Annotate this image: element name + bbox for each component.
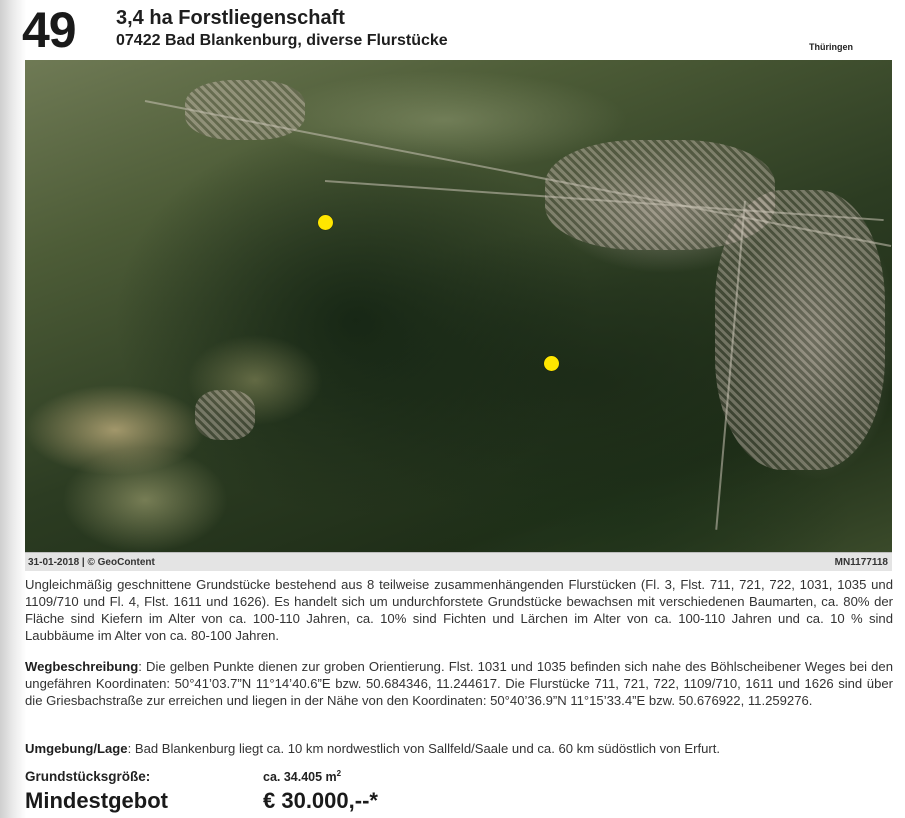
description-text: Ungleichmäßig geschnittene Grundstücke bestehend aus 8 teilweise zusammenhängenden Flurstücken (Fl. 3, Flst. 711, 721, 722, 1031, 1035 und 1109/710 und Fl. 4, Flst. 1611 und 1626). Es handelt sich um undurchforstete Grundstücke bewachsen mit verschiedenen Baumarten, ca. 80% der Fläche sind Kiefern im Alter von ca. 100-110 Jahren, ca. 10% sind Fichten und Lärchen im Alter von ca. 100-110 Jahren und ca. 10 % sind Laubbäume im Alter von ca. 80-100 Jahren. — [25, 577, 893, 643]
location-marker-1 — [318, 215, 333, 230]
village-area — [185, 80, 305, 140]
plot-size-unit: 2 — [336, 769, 342, 778]
photo-credit: 31-01-2018 | © GeoContent — [28, 557, 155, 568]
photo-id: MN1177118 — [834, 557, 888, 568]
location-marker-2 — [544, 356, 559, 371]
road — [145, 100, 891, 247]
plot-size-label: Grundstücksgröße: — [25, 769, 151, 784]
plot-size-number: ca. 34.405 m — [263, 770, 337, 785]
state-label: Thüringen — [809, 42, 853, 52]
aerial-photo — [25, 60, 892, 552]
lot-number: 49 — [22, 2, 76, 58]
photo-caption-bar — [25, 552, 892, 571]
surroundings-label: Umgebung/Lage — [25, 741, 128, 756]
listing-title: 3,4 ha Forstliegenschaft — [116, 7, 345, 29]
minimum-bid-label: Mindestgebot — [25, 788, 168, 813]
route-label: Wegbeschreibung — [25, 659, 139, 674]
village-area-south — [195, 390, 255, 440]
listing-subtitle: 07422 Bad Blankenburg, diverse Flurstücke — [116, 32, 448, 49]
route-section — [25, 658, 893, 709]
minimum-bid-value: € 30.000,--* — [263, 788, 378, 813]
plot-size-value — [263, 769, 341, 784]
surroundings-text: : Bad Blankenburg liegt ca. 10 km nordwestlich von Sallfeld/Saale und ca. 60 km südöstlich von Erfurt. — [127, 741, 721, 756]
surroundings-section — [25, 740, 893, 757]
route-text: : Die gelben Punkte dienen zur groben Orientierung. Flst. 1031 und 1035 befinden sich nahe des Böhlscheibener Weges bei den ungefähren Koordinaten: 50°41’03.7”N 11°14’40.6”E bzw. 50.684346, 11.244617. Die Flurstücke 711, 721, 722, 1109/710, 1611 und 1626 sind über die Griesbachstraße zur erreichen und liegen in der Nähe von den Koordinaten: 50°40’36.9”N 11°15’33.4”E bzw. 50.676922, 11.259276. — [25, 659, 893, 708]
